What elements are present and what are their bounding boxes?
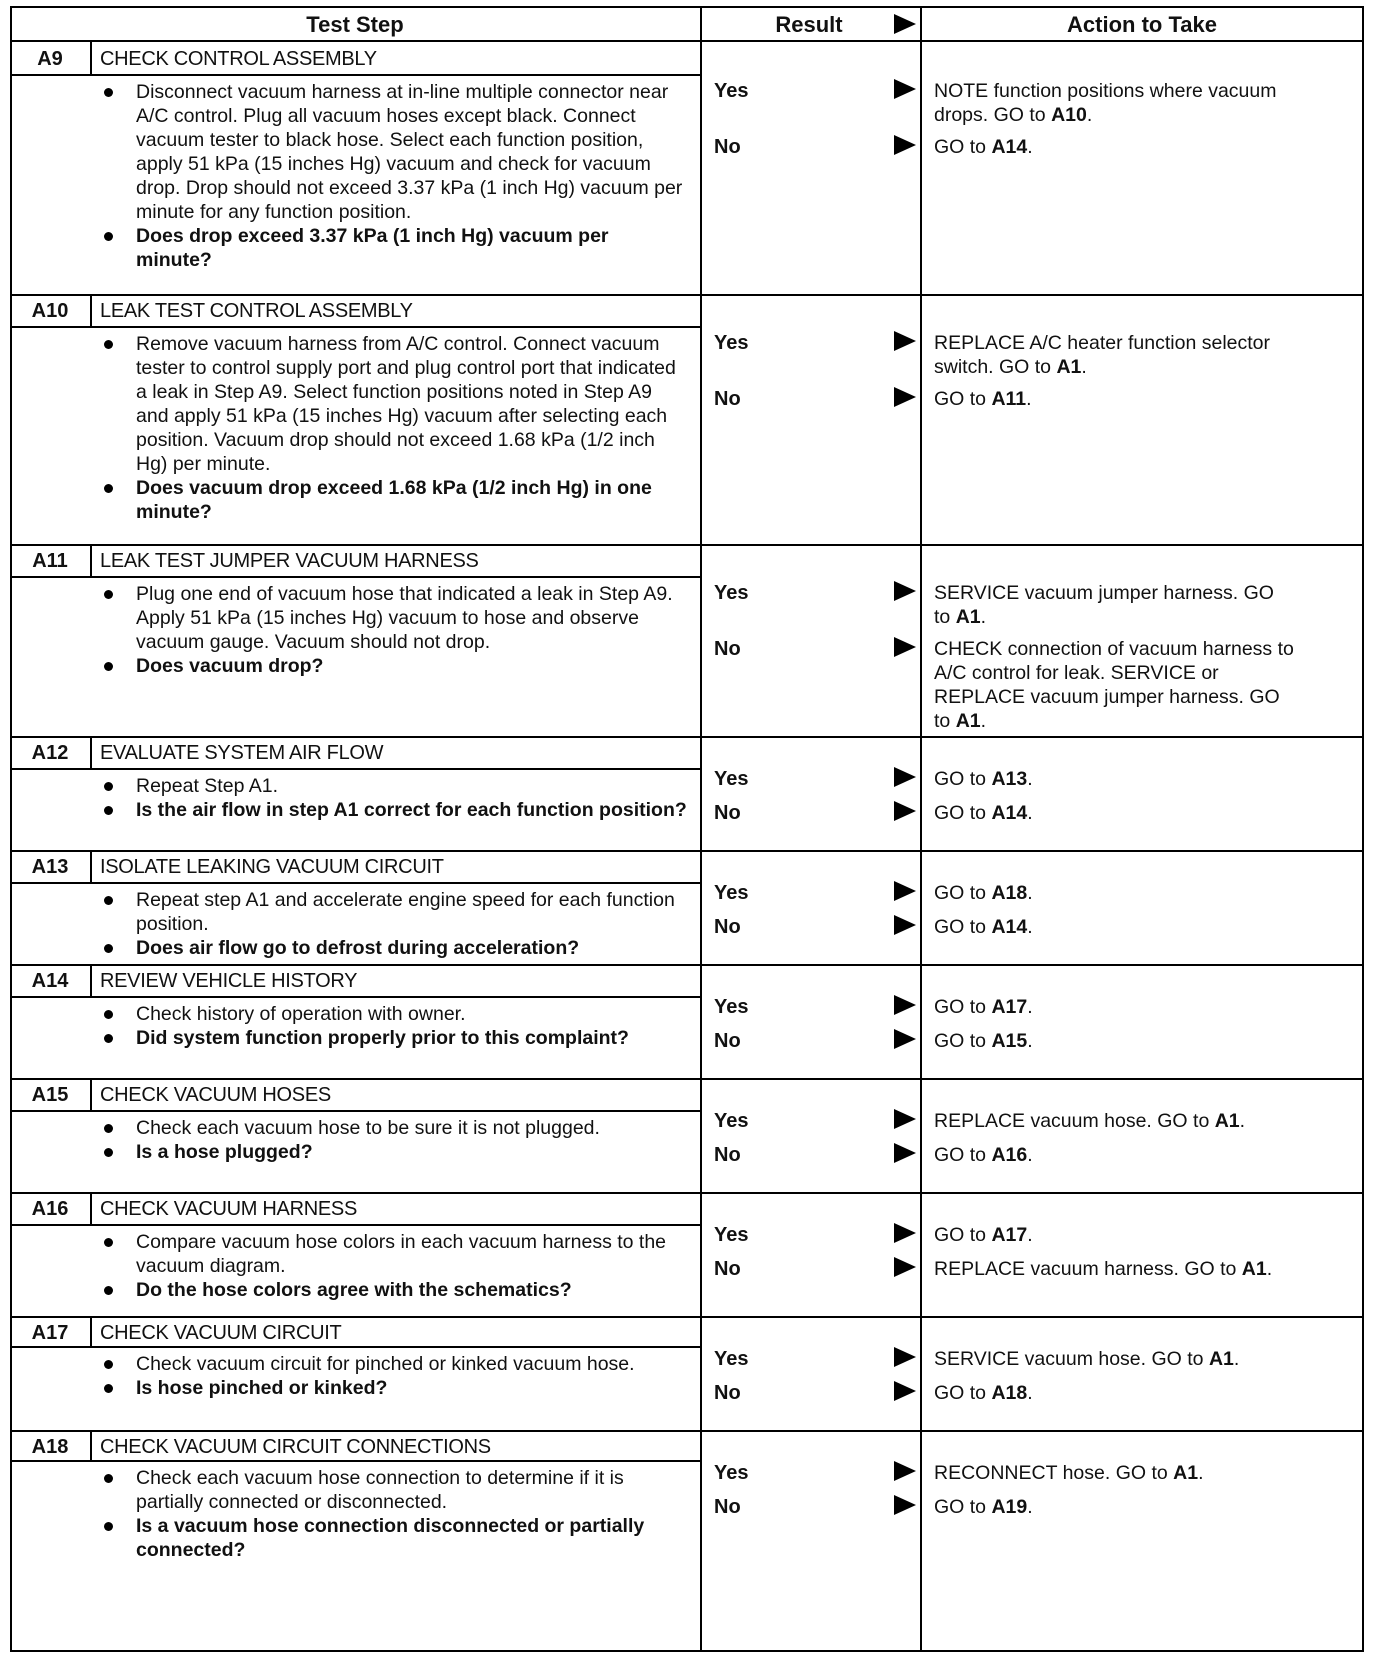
result-label: No bbox=[714, 638, 741, 660]
action-text bbox=[934, 915, 1294, 939]
step-instructions bbox=[98, 1230, 688, 1302]
action-suffix: . bbox=[1027, 136, 1033, 158]
step-title-underline bbox=[10, 576, 700, 578]
action-text bbox=[934, 995, 1294, 1019]
question-item bbox=[98, 654, 688, 678]
question-text: Is a vacuum hose connection disconnected or partially connected? bbox=[136, 1515, 645, 1561]
step-title: CHECK VACUUM HARNESS bbox=[100, 1198, 357, 1220]
instruction-item bbox=[98, 1002, 688, 1026]
action-text bbox=[934, 135, 1294, 159]
question-item bbox=[98, 1376, 688, 1400]
result-label: No bbox=[714, 802, 741, 824]
action-instruction: GO to bbox=[934, 802, 992, 824]
action-instruction: CHECK connection of vacuum harness to A/C control for leak. SERVICE or REPLACE vacuum jumper harness. GO to bbox=[934, 638, 1294, 732]
goto-step-ref: A11 bbox=[991, 388, 1027, 410]
instruction-text: Compare vacuum hose colors in each vacuum harness to the vacuum diagram. bbox=[136, 1231, 667, 1277]
action-text bbox=[934, 387, 1294, 411]
instruction-item bbox=[98, 582, 688, 654]
action-text bbox=[934, 767, 1294, 791]
bullet-icon bbox=[104, 484, 113, 493]
action-instruction: REPLACE vacuum harness. GO to bbox=[934, 1258, 1242, 1280]
step-code-divider bbox=[90, 964, 92, 998]
step-separator bbox=[10, 1192, 1364, 1194]
result-label: No bbox=[714, 1144, 741, 1166]
result-label: Yes bbox=[714, 1224, 749, 1246]
action-text bbox=[934, 1109, 1294, 1133]
table-border-left bbox=[10, 6, 12, 1652]
step-code: A14 bbox=[31, 970, 69, 992]
step-title-underline bbox=[10, 882, 700, 884]
action-instruction: NOTE function positions where vacuum drops. GO to bbox=[934, 80, 1277, 126]
result-arrow-icon bbox=[894, 1029, 916, 1049]
result-arrow-icon bbox=[894, 1143, 916, 1163]
step-instructions bbox=[98, 1352, 688, 1400]
action-text bbox=[934, 1223, 1294, 1247]
action-instruction: GO to bbox=[934, 768, 992, 790]
action-instruction: GO to bbox=[934, 388, 992, 410]
goto-step-ref: A18 bbox=[991, 1382, 1028, 1404]
bullet-icon bbox=[104, 662, 113, 671]
result-label: Yes bbox=[714, 582, 749, 604]
result-arrow-icon bbox=[894, 915, 916, 935]
step-code-divider bbox=[90, 1192, 92, 1226]
goto-step-ref: A16 bbox=[991, 1144, 1028, 1166]
step-title-underline bbox=[10, 996, 700, 998]
goto-step-ref: A17 bbox=[991, 1224, 1028, 1246]
step-title: CHECK VACUUM HOSES bbox=[100, 1084, 331, 1106]
action-instruction: REPLACE vacuum hose. GO to bbox=[934, 1110, 1215, 1132]
step-instructions bbox=[98, 582, 688, 678]
step-code: A15 bbox=[31, 1084, 69, 1106]
goto-step-ref: A19 bbox=[991, 1496, 1028, 1518]
bullet-icon bbox=[104, 944, 113, 953]
step-code: A13 bbox=[31, 856, 69, 878]
result-label: Yes bbox=[714, 80, 749, 102]
goto-step-ref: A10 bbox=[1051, 104, 1087, 126]
instruction-item bbox=[98, 774, 688, 798]
step-title-underline bbox=[10, 74, 700, 76]
step-code: A12 bbox=[31, 742, 69, 764]
goto-step-ref: A1 bbox=[1241, 1258, 1267, 1280]
instruction-text: Repeat Step A1. bbox=[136, 775, 279, 797]
instruction-item bbox=[98, 1352, 688, 1376]
action-suffix: . bbox=[1027, 996, 1033, 1018]
action-text bbox=[934, 1257, 1294, 1281]
column-divider-result bbox=[700, 6, 702, 1652]
instruction-item bbox=[98, 332, 688, 476]
instruction-text: Repeat step A1 and accelerate engine speed for each function position. bbox=[136, 889, 675, 935]
bullet-icon bbox=[104, 1148, 113, 1157]
question-text: Do the hose colors agree with the schematics? bbox=[136, 1279, 572, 1301]
action-suffix: . bbox=[1027, 768, 1033, 790]
header-action: Action to Take bbox=[1067, 12, 1217, 37]
bullet-icon bbox=[104, 1384, 113, 1393]
question-item bbox=[98, 798, 688, 822]
header-arrow-icon bbox=[894, 14, 916, 34]
result-arrow-icon bbox=[894, 387, 916, 407]
step-code-divider bbox=[90, 1430, 92, 1462]
instruction-text: Check vacuum circuit for pinched or kinked vacuum hose. bbox=[136, 1353, 635, 1375]
instruction-item bbox=[98, 1466, 688, 1514]
step-separator bbox=[10, 964, 1364, 966]
question-item bbox=[98, 1026, 688, 1050]
action-text bbox=[934, 581, 1294, 629]
step-title-underline bbox=[10, 768, 700, 770]
result-label: Yes bbox=[714, 1462, 749, 1484]
step-instructions bbox=[98, 1466, 688, 1562]
action-text bbox=[934, 1495, 1294, 1519]
table-border-bottom bbox=[10, 1650, 1364, 1652]
result-label: Yes bbox=[714, 1110, 749, 1132]
action-instruction: GO to bbox=[934, 996, 992, 1018]
question-item bbox=[98, 1140, 688, 1164]
bullet-icon bbox=[104, 590, 113, 599]
result-arrow-icon bbox=[894, 1257, 916, 1277]
result-label: Yes bbox=[714, 1348, 749, 1370]
action-suffix: . bbox=[1233, 1348, 1240, 1370]
step-title: REVIEW VEHICLE HISTORY bbox=[100, 970, 358, 992]
question-text: Does air flow go to defrost during acceleration? bbox=[136, 937, 580, 959]
step-code: A10 bbox=[31, 300, 69, 322]
step-instructions bbox=[98, 888, 688, 960]
question-item bbox=[98, 224, 688, 272]
action-suffix: . bbox=[1027, 1144, 1033, 1166]
result-label: Yes bbox=[714, 996, 749, 1018]
result-arrow-icon bbox=[894, 881, 916, 901]
question-text: Does drop exceed 3.37 kPa (1 inch Hg) vacuum per minute? bbox=[136, 225, 609, 271]
instruction-text: Disconnect vacuum harness at in-line multiple connector near A/C control. Plug all vacuum hoses except black. Connect vacuum tester to black hose. Select each function position, apply 51 kPa (15 inches Hg) vacuum and check for vacuum drop. Drop should not exceed 3.37 kPa (1 inch Hg) vacuum per minute for any function position. bbox=[136, 81, 683, 223]
step-separator bbox=[10, 850, 1364, 852]
action-suffix: . bbox=[1027, 1496, 1033, 1518]
result-arrow-icon bbox=[894, 1223, 916, 1243]
action-suffix: . bbox=[1266, 1258, 1273, 1280]
instruction-text: Plug one end of vacuum hose that indicated a leak in Step A9. Apply 51 kPa (15 inches Hg) vacuum to hose and observe vacuum gauge. Vacuum should not drop. bbox=[136, 583, 673, 653]
step-separator bbox=[10, 1078, 1364, 1080]
action-instruction: GO to bbox=[934, 1030, 992, 1052]
step-title-underline bbox=[10, 1460, 700, 1462]
result-arrow-icon bbox=[894, 1109, 916, 1129]
step-separator bbox=[10, 544, 1364, 546]
result-arrow-icon bbox=[894, 767, 916, 787]
instruction-text: Check history of operation with owner. bbox=[136, 1003, 466, 1025]
action-instruction: RECONNECT hose. GO to bbox=[934, 1462, 1174, 1484]
action-instruction: GO to bbox=[934, 916, 992, 938]
action-text bbox=[934, 1347, 1294, 1371]
action-instruction: GO to bbox=[934, 1382, 992, 1404]
result-arrow-icon bbox=[894, 1461, 916, 1481]
action-instruction: SERVICE vacuum jumper harness. GO to bbox=[934, 582, 1274, 628]
action-suffix: . bbox=[1027, 802, 1033, 824]
action-suffix: . bbox=[1198, 1462, 1204, 1484]
bullet-icon bbox=[104, 1360, 113, 1369]
instruction-item bbox=[98, 80, 688, 224]
action-text bbox=[934, 1381, 1294, 1405]
action-suffix: . bbox=[1027, 1030, 1033, 1052]
bullet-icon bbox=[104, 1238, 113, 1247]
bullet-icon bbox=[104, 806, 113, 815]
step-code: A16 bbox=[31, 1198, 69, 1220]
header-result: Result bbox=[775, 12, 843, 37]
goto-step-ref: A14 bbox=[991, 136, 1028, 158]
action-text bbox=[934, 79, 1294, 127]
step-separator bbox=[10, 736, 1364, 738]
step-code-divider bbox=[90, 42, 92, 76]
header-divider bbox=[10, 40, 1364, 42]
step-instructions bbox=[98, 1116, 688, 1164]
result-label: No bbox=[714, 1382, 741, 1404]
question-item bbox=[98, 1514, 688, 1562]
result-label: Yes bbox=[714, 332, 749, 354]
column-divider-action bbox=[920, 6, 922, 1652]
result-label: No bbox=[714, 388, 741, 410]
result-arrow-icon bbox=[894, 1347, 916, 1367]
goto-step-ref: A14 bbox=[991, 916, 1028, 938]
step-title-underline bbox=[10, 1346, 700, 1348]
step-title: CHECK VACUUM CIRCUIT bbox=[100, 1322, 342, 1344]
step-code: A9 bbox=[37, 48, 63, 70]
action-suffix: . bbox=[1086, 104, 1093, 126]
result-label: Yes bbox=[714, 882, 749, 904]
action-text bbox=[934, 331, 1294, 379]
step-title: LEAK TEST JUMPER VACUUM HARNESS bbox=[100, 550, 479, 572]
step-instructions bbox=[98, 332, 688, 524]
instruction-item bbox=[98, 888, 688, 936]
table-border-top bbox=[10, 6, 1364, 8]
goto-step-ref: A14 bbox=[991, 802, 1028, 824]
question-item bbox=[98, 1278, 688, 1302]
question-text: Is a hose plugged? bbox=[136, 1141, 313, 1163]
action-instruction: GO to bbox=[934, 1496, 992, 1518]
result-label: Yes bbox=[714, 768, 749, 790]
header-test-step: Test Step bbox=[306, 12, 404, 37]
bullet-icon bbox=[104, 1522, 113, 1531]
result-label: No bbox=[714, 1258, 741, 1280]
goto-step-ref: A15 bbox=[991, 1030, 1028, 1052]
result-arrow-icon bbox=[894, 1381, 916, 1401]
step-title: EVALUATE SYSTEM AIR FLOW bbox=[100, 742, 384, 764]
step-separator bbox=[10, 1430, 1364, 1432]
goto-step-ref: A17 bbox=[991, 996, 1028, 1018]
step-instructions bbox=[98, 1002, 688, 1050]
step-title: CHECK CONTROL ASSEMBLY bbox=[100, 48, 377, 70]
result-arrow-icon bbox=[894, 331, 916, 351]
action-instruction: GO to bbox=[934, 136, 992, 158]
step-title: ISOLATE LEAKING VACUUM CIRCUIT bbox=[100, 856, 444, 878]
step-code-divider bbox=[90, 850, 92, 884]
step-separator bbox=[10, 1316, 1364, 1318]
goto-step-ref: A1 bbox=[1056, 356, 1082, 378]
action-instruction: GO to bbox=[934, 1144, 992, 1166]
bullet-icon bbox=[104, 1474, 113, 1483]
action-text bbox=[934, 1029, 1294, 1053]
action-text bbox=[934, 881, 1294, 905]
instruction-text: Check each vacuum hose connection to determine if it is partially connected or disconnected. bbox=[136, 1467, 624, 1513]
question-text: Does vacuum drop? bbox=[136, 655, 324, 677]
diagnostic-table bbox=[10, 6, 1364, 1652]
result-arrow-icon bbox=[894, 79, 916, 99]
action-suffix: . bbox=[1027, 1224, 1033, 1246]
step-code-divider bbox=[90, 544, 92, 578]
instruction-text: Remove vacuum harness from A/C control. Connect vacuum tester to control supply port and plug control port that indicated a leak in Step A9. Select function positions noted in Step A9 and apply 51 kPa (15 inches Hg) vacuum after selecting each position. Vacuum drop should not exceed 1.68 kPa (1/2 inch Hg) per minute. bbox=[136, 333, 676, 475]
result-label: No bbox=[714, 1030, 741, 1052]
bullet-icon bbox=[104, 1286, 113, 1295]
bullet-icon bbox=[104, 340, 113, 349]
action-instruction: GO to bbox=[934, 1224, 992, 1246]
action-text bbox=[934, 801, 1294, 825]
result-label: No bbox=[714, 1496, 741, 1518]
bullet-icon bbox=[104, 232, 113, 241]
step-code-divider bbox=[90, 1316, 92, 1348]
bullet-icon bbox=[104, 782, 113, 791]
step-code-divider bbox=[90, 294, 92, 328]
action-suffix: . bbox=[1081, 356, 1087, 378]
goto-step-ref: A13 bbox=[991, 768, 1028, 790]
action-instruction: GO to bbox=[934, 882, 992, 904]
action-instruction: SERVICE vacuum hose. GO to bbox=[934, 1348, 1209, 1370]
action-suffix: . bbox=[1027, 916, 1033, 938]
instruction-text: Check each vacuum hose to be sure it is not plugged. bbox=[136, 1117, 600, 1139]
step-code-divider bbox=[90, 736, 92, 770]
result-arrow-icon bbox=[894, 581, 916, 601]
action-suffix: . bbox=[1239, 1110, 1246, 1132]
table-border-right bbox=[1362, 6, 1364, 1652]
bullet-icon bbox=[104, 1124, 113, 1133]
step-title-underline bbox=[10, 326, 700, 328]
action-instruction: REPLACE A/C heater function selector switch. GO to bbox=[934, 332, 1271, 378]
step-title: LEAK TEST CONTROL ASSEMBLY bbox=[100, 300, 413, 322]
question-item bbox=[98, 936, 688, 960]
instruction-item bbox=[98, 1230, 688, 1278]
step-title-underline bbox=[10, 1110, 700, 1112]
step-instructions bbox=[98, 774, 688, 822]
step-code: A18 bbox=[31, 1436, 69, 1458]
step-separator bbox=[10, 294, 1364, 296]
question-text: Is hose pinched or kinked? bbox=[136, 1377, 388, 1399]
question-item bbox=[98, 476, 688, 524]
bullet-icon bbox=[104, 88, 113, 97]
step-instructions bbox=[98, 80, 688, 272]
result-arrow-icon bbox=[894, 135, 916, 155]
goto-step-ref: A1 bbox=[955, 606, 981, 628]
action-suffix: . bbox=[980, 606, 987, 628]
step-code: A11 bbox=[32, 550, 68, 572]
action-suffix: . bbox=[1027, 882, 1033, 904]
question-text: Is the air flow in step A1 correct for each function position? bbox=[136, 799, 687, 821]
result-arrow-icon bbox=[894, 801, 916, 821]
action-suffix: . bbox=[1027, 1382, 1033, 1404]
action-text bbox=[934, 1143, 1294, 1167]
goto-step-ref: A1 bbox=[1173, 1462, 1199, 1484]
question-text: Did system function properly prior to this complaint? bbox=[136, 1027, 629, 1049]
bullet-icon bbox=[104, 896, 113, 905]
step-code-divider bbox=[90, 1078, 92, 1112]
action-suffix: . bbox=[980, 710, 987, 732]
bullet-icon bbox=[104, 1034, 113, 1043]
goto-step-ref: A18 bbox=[991, 882, 1028, 904]
goto-step-ref: A1 bbox=[1208, 1348, 1234, 1370]
action-text bbox=[934, 1461, 1294, 1485]
step-code: A17 bbox=[31, 1322, 69, 1344]
step-title-underline bbox=[10, 1224, 700, 1226]
result-label: No bbox=[714, 916, 741, 938]
bullet-icon bbox=[104, 1010, 113, 1019]
action-suffix: . bbox=[1026, 388, 1032, 410]
question-text: Does vacuum drop exceed 1.68 kPa (1/2 inch Hg) in one minute? bbox=[136, 477, 652, 523]
instruction-item bbox=[98, 1116, 688, 1140]
action-text bbox=[934, 637, 1294, 733]
goto-step-ref: A1 bbox=[955, 710, 981, 732]
result-arrow-icon bbox=[894, 1495, 916, 1515]
goto-step-ref: A1 bbox=[1214, 1110, 1240, 1132]
result-arrow-icon bbox=[894, 637, 916, 657]
result-label: No bbox=[714, 136, 741, 158]
result-arrow-icon bbox=[894, 995, 916, 1015]
step-title: CHECK VACUUM CIRCUIT CONNECTIONS bbox=[100, 1436, 491, 1458]
